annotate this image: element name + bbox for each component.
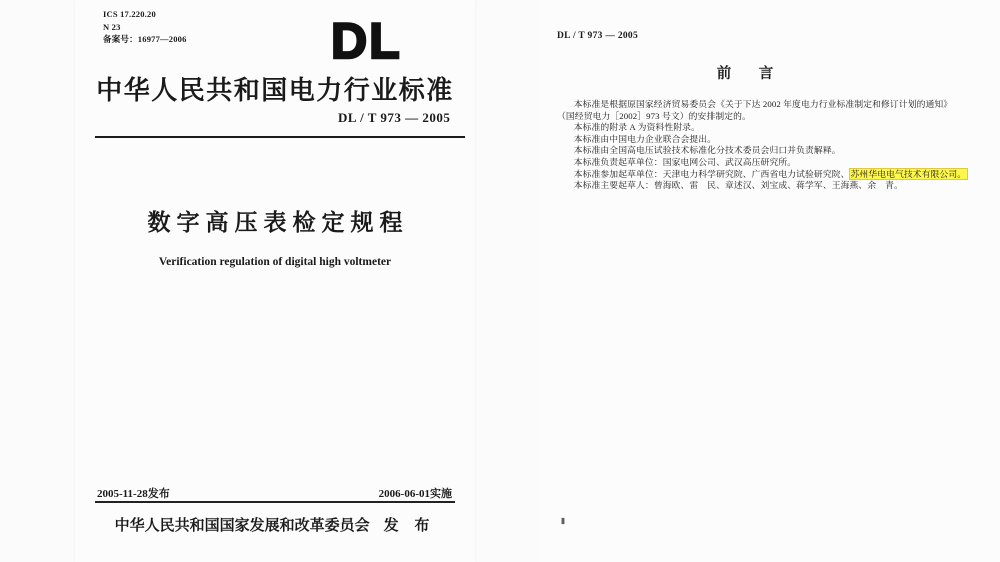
document-title-zh: 数字高压表检定规程 [147, 210, 409, 235]
footer-divider-line [95, 501, 455, 503]
foreword-line-prefix: 本标准参加起草单位：天津电力科学研究院、广西省电力试验研究院、 [573, 168, 850, 179]
record-number: 备案号：16977—2006 [103, 34, 187, 44]
foreword-line: （国经贸电力［2002］973 号文）的安排制定的。 [557, 110, 751, 121]
classification-block [103, 8, 187, 46]
page-header-standard-number: DL / T 973 — 2005 [557, 31, 639, 41]
highlighted-company: 苏州华电电气技术有限公司。 [850, 168, 967, 179]
foreword-line: 本标准负责起草单位：国家电网公司、武汉高压研究所。 [573, 156, 797, 167]
foreword-line: 本标准主要起草人：曾海欧、雷 民、章述汉、刘宝成、蒋学军、王海燕、余 青。 [573, 180, 903, 191]
foreword-heading: 前 言 [716, 66, 786, 82]
standard-number: DL / T 973 — 2005 [338, 110, 451, 125]
cover-page [75, 0, 475, 562]
publisher-row [75, 514, 475, 535]
document-title-en: Verification regulation of digital high voltmeter [158, 256, 392, 268]
issue-date: 2005-11-28发布 [97, 488, 170, 500]
publish-label: 发 布 [383, 518, 436, 534]
dl-logo: DL [331, 13, 402, 69]
foreword-line: 本标准是根据原国家经济贸易委员会《关于下达 2002 年度电力行业标准制定和修订计划的通知》 [573, 99, 953, 109]
publisher-name: 中华人民共和国国家发展和改革委员会 [114, 518, 370, 534]
foreword-line-participating-units [557, 168, 967, 181]
class-code: N 23 [103, 21, 121, 32]
foreword-line: 本标准由中国电力企业联合会提出。 [573, 133, 717, 144]
foreword-line: 本标准的附录 A 为资料性附录。 [573, 122, 700, 133]
page-number: Ⅱ [561, 517, 565, 526]
foreword-page [540, 0, 1000, 562]
date-row [97, 485, 452, 501]
cover-divider-line [95, 136, 465, 138]
implement-date: 2006-06-01实施 [378, 488, 452, 500]
ics-code: ICS 17.220.20 [103, 9, 156, 19]
standard-org-title: 中华人民共和国电力行业标准 [96, 76, 454, 105]
foreword-line: 本标准由全国高电压试验技术标准化分技术委员会归口并负责解释。 [573, 145, 841, 156]
foreword-body [557, 99, 967, 192]
